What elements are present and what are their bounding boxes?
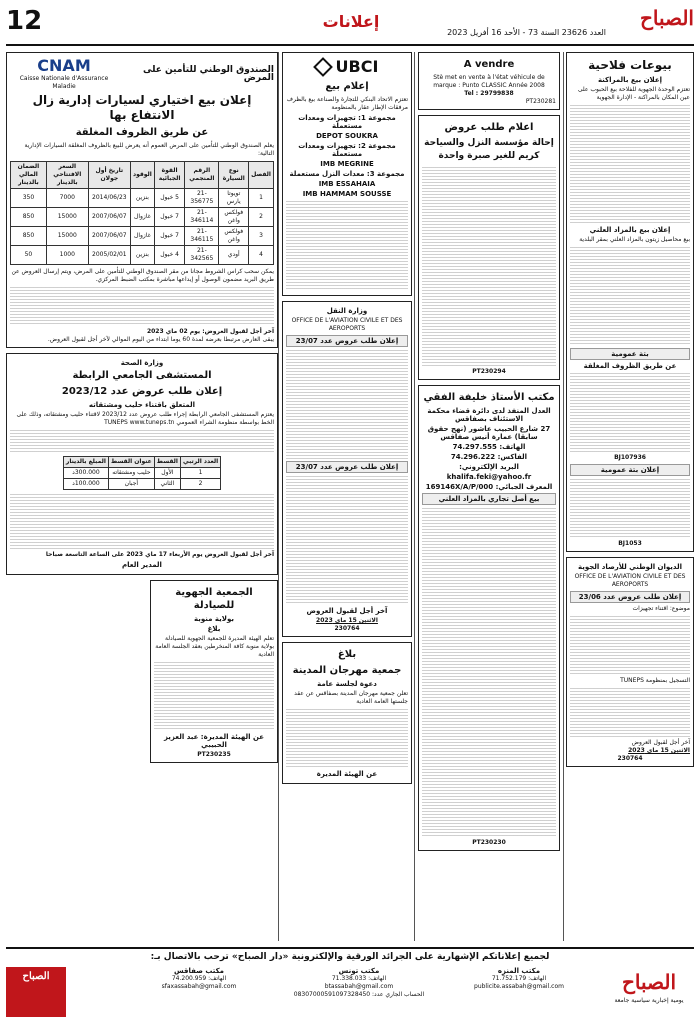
ubci-ad [282,52,412,296]
footer-contact-block [124,967,274,1017]
hospital-deadline: آخر أجل لقبول العروض يوم الأربعاء 17 ماي 2023 على الساعة التاسعة صباحا [45,551,274,558]
contact-phone: الهاتف: 71.338.033 [331,975,387,982]
table-cell: 2 [180,479,220,490]
ubci-code: IMB MEGRINE [320,160,374,168]
text-block [286,708,408,768]
public-tender-title: إعلان بتة عمومية [570,464,690,476]
table-row [63,468,220,479]
table-cell: 850 [11,208,47,227]
public-tender-sub: عن طريق الظروف المغلقة [583,362,677,370]
pharma-sign: عن الهيئة المديرة: عبد العزيز الحبيبي [163,733,265,749]
bailiff-line: 27 شارع الحبيب عاشور (نهج حقوق سابقا) عمارة أنيس صفاقس [427,425,551,441]
column-divider [278,52,279,941]
table-header-cell: تاريخ أول جولان [88,162,130,189]
table-header-cell: السعر الافتتاحي بالدينار [46,162,88,189]
hospital-sign: المدير العام [122,561,162,569]
bailiff-email: khalifa.feki@yahoo.fr [446,473,532,481]
text-block [570,104,690,224]
header-rule [6,44,694,46]
agri-section [566,52,694,552]
lot-table-header [63,457,220,468]
footer-brand-tag: يومية إخبارية سياسية جامعة [614,997,684,1004]
contact-email[interactable]: publicite.assabah@gmail.com [474,983,564,990]
table-cell: 4 خيول [154,246,184,265]
bailiff-tax-id: المعرف الجبائي: 169146X/A/P/000 [425,483,553,491]
festival-subtitle: جمعية مهرجان المدينة [292,665,402,676]
cnam-brand-ar: الصندوق الوطني للتأمين على المرض [143,64,274,83]
table-cell: الثاني [154,479,180,490]
festival-ad [282,642,412,784]
aviation-notice: إعلان طلب عروض عدد 23/06 [570,591,690,603]
table-row [11,189,274,208]
agri-heading: بيوعات فلاحية [588,58,672,72]
vehicle-table [10,161,274,265]
table-cell: 1000 [46,246,88,265]
agri-item-text: بيع محاصيل زيتون بالمزاد العلني بمقر البلدية [579,236,690,243]
bailiff-phone: الهاتف: 74.297.555 [452,443,526,451]
table-header-cell: المبلغ بالدينار [63,457,108,468]
issue-line: العدد 23626 السنة 73 - الأحد 16 أفريل 2023 [447,28,606,37]
public-tender-title: بتة عمومية [570,348,690,360]
table-cell: أودي [219,246,249,265]
transport-ad [282,301,412,637]
cnam-intro: يعلم الصندوق الوطني للتأمين على المرض العموم أنه يعرض للبيع بالظروف المغلقة السيارات الإدارية التالية: [24,142,274,157]
hospital-ad [6,353,278,575]
table-cell: بنزين [130,189,154,208]
text-block [286,475,408,605]
table-cell: 100.000د [63,479,108,490]
contact-phone: الهاتف: 74.200.959 [171,975,227,982]
bailiff-fax: الفاكس: 74.296.222 [450,453,528,461]
table-cell: 1 [249,189,274,208]
festival-text: تعلن جمعية مهرجان المدينة بصفاقس عن عقد جلستها العامة العادية [294,690,408,705]
footer-brand-secondary: الصباح [6,967,66,1017]
aviation-line: التسجيل بمنظومة TUNEPS [620,677,690,684]
text-block [570,372,690,452]
avendre-text: Stè met en vente à l'état véhicule de marque : Punto CLASSIC Année 2008 [433,74,545,89]
footer-brand-name: الصباح [621,970,677,994]
aviation-line: موضوع: اقتناء تجهيزات [632,605,690,612]
bailiff-notice: بيع أصل تجاري بالمزاد العلني [422,493,556,505]
ref-code: PT230235 [197,751,231,758]
pharma-ad [150,580,278,763]
contact-email[interactable]: sfaxassabah@gmail.com [161,983,237,990]
column-divider [414,52,415,941]
table-row [11,208,274,227]
page-footer [6,947,694,1019]
masthead-logo: الصباح [639,6,694,30]
pharma-text: تعلم الهيئة المديرة للجمعية الجهوية للصيادلة بولاية منوبة كافة المنخرطين بعقد الجلسة العامة العادية [155,635,274,658]
pharma-notice: بلاغ [207,625,221,633]
cnam-brand-fr: Caisse Nationale d'Assurance Maladie [19,75,109,90]
section-title: إعلانات [322,12,380,31]
table-cell: فولكس واغن [219,208,249,227]
text-block [10,493,274,549]
cnam-closing: يبقى العارض مرتبطا بعرضه لمدة 60 يوما ابتداء من اليوم الموالي لآخر أجل لقبول العروض. [47,336,274,343]
table-cell: 21-342565 [185,246,219,265]
ubci-text: تعتزم الاتحاد البنكي للتجارة والصناعة بيع بالظرف مرفقات الإطار عقار بالمنظومة [286,96,408,111]
table-row [11,227,274,246]
ubci-group: مجموعة 2: تجهيزات ومعدات مستعملة [298,142,396,158]
ubci-code: DEPOT SOUKRA [316,132,378,140]
contact-email[interactable]: btassabah@gmail.com [324,983,394,990]
table-cell: 1 [180,468,220,479]
table-cell: 2 [249,208,274,227]
avendre-phone: Tel : 29799838 [464,90,514,97]
text-block [286,349,408,459]
footer-brand [604,967,694,1017]
cnam-logo-text: CNAM [37,56,91,75]
page-number: 12 [6,6,43,36]
offer-subtitle: إحالة مؤسسة النزل والسياحة كريم للغير صبرة واحدة [424,138,554,161]
table-cell: 3 [249,227,274,246]
hospital-body: يعتزم المستشفى الجامعي الرابطة إجراء طلب عروض عدد 2023/12 لاقتناء حليب ومشتقاته، وذلك على الخط بواسطة منظومة الشراء العمومي TUNEPS www.tuneps.tn [16,411,274,426]
bailiff-ad [418,385,560,851]
table-cell: 5 خيول [154,189,184,208]
table-cell: أجبان [108,479,154,490]
column-divider [563,52,564,941]
aviation-ad [566,557,694,767]
cnam-subtitle: عن طريق الظروف المغلقة [75,127,209,138]
transport-deadline: الاثنين 15 ماي 2023 [316,617,378,624]
transport-sub: OFFICE DE L'AVIATION CIVILE ET DES AEROPORTS [291,317,403,332]
ubci-group: مجموعة 3: معدات النزل مستعملة [289,170,405,178]
table-header-cell: الرقم المنجمي [185,162,219,189]
table-cell: 2014/06/23 [88,189,130,208]
table-cell: تويوتا يارس [219,189,249,208]
offer-title: اعلام طلب عروض [444,122,534,133]
table-cell: 4 [249,246,274,265]
page-header [6,6,694,46]
ubci-logo-text: UBCI [335,57,379,76]
transport-notice: إعلان طلب عروض عدد 23/07 [286,461,408,473]
bailiff-title: مكتب الأستاذ خليفة الفقي [423,392,555,403]
contact-title: مكتب تونس [338,967,380,975]
table-cell: 7 خيول [154,208,184,227]
hospital-subject: المتعلق باقتناء حليب ومشتقاته [88,401,196,409]
table-cell: الأول [154,468,180,479]
table-header-cell: الفصل [249,162,274,189]
table-header-cell: الضمان المالي بالدينار [11,162,47,189]
ubci-code: IMB HAMMAM SOUSSE [302,190,392,198]
festival-sign: عن الهيئة المديرة [316,770,378,778]
table-row [63,479,220,490]
table-cell: 350 [11,189,47,208]
table-cell: بنزين [130,246,154,265]
table-cell: فولكس واغن [219,227,249,246]
table-cell: 7000 [46,189,88,208]
text-block [570,615,690,675]
text-block [154,661,274,731]
bank-line: الحساب الجاري عدد: 08307000591097328450 [293,991,425,998]
agri-item-title: إعلان بيع بالمراكنة [597,76,663,84]
table-header-cell: العدد الرتبي [180,457,220,468]
table-cell: 50 [11,246,47,265]
lot-table [63,456,221,490]
table-header-cell: القوة الجبائية [154,162,184,189]
transport-notice: إعلان طلب عروض عدد 23/07 [286,335,408,347]
cnam-brand [118,66,274,82]
table-header-cell: نوع السيارة [219,162,249,189]
table-cell: غازوال [130,208,154,227]
ubci-group: مجموعة 1: تجهيزات ومعدات مستعملة [298,114,396,130]
text-block [570,478,690,538]
ref-code: BJ107936 [614,454,646,461]
table-cell: 15000 [46,227,88,246]
ref-code: PT230294 [472,368,506,375]
table-cell: 21-346115 [185,227,219,246]
text-block [422,166,556,366]
cnam-header [10,56,274,91]
festival-sub2: دعوة لجلسة عامة [317,680,377,688]
column-tenders [282,52,412,941]
agri-item-title: إعلان بيع بالمزاد العلني [589,226,671,234]
table-cell: 2005/02/01 [88,246,130,265]
ref-code: PT230281 [525,98,556,105]
aviation-deadline: الاثنين 15 ماي 2023 [628,747,690,754]
table-cell: 300.000د [63,468,108,479]
table-header-cell: الوقود [130,162,154,189]
hospital-notice: إعلان طلب عروض عدد 2023/12 [61,386,223,397]
bailiff-email-label: البريد الإلكتروني: [459,463,519,471]
avendre-title: A vendre [463,59,515,70]
ubci-logo-icon [313,57,333,77]
cnam-ad [6,52,278,348]
table-cell: 15000 [46,208,88,227]
table-cell: غازوال [130,227,154,246]
text-block [286,200,408,290]
ref-code: PT230230 [472,839,506,846]
pharma-title: الجمعية الجهوية للصيادلة [175,587,253,611]
column-agri [566,52,694,941]
bailiff-line: العدل المنفذ لدى دائرة قضاء محكمة الاستئناف بصفاقس [427,407,551,423]
table-cell: 2007/06/07 [88,208,130,227]
footer-contact-block [444,967,594,1017]
hospital-title: المستشفى الجامعي الرابطة [72,370,212,381]
text-block [10,429,274,453]
contact-title: مكتب المنزه [497,967,541,975]
aviation-sub: OFFICE DE L'AVIATION CIVILE ET DES AEROPORTS [574,573,686,588]
table-cell: 7 خيول [154,227,184,246]
agri-item-text: تعتزم الوحدة الجهوية للفلاحة بيع الحبوب على عين المكان بالمراكنة - الإدارة الجهوية [577,86,690,101]
text-block [10,286,274,326]
ubci-title: إعلام بيع [325,81,369,92]
hospital-ministry: وزارة الصحة [120,359,164,367]
offer-ad [418,115,560,380]
ref-code: BJ1053 [618,540,642,547]
table-cell: حليب ومشتقاته [108,468,154,479]
contact-phone: الهاتف: 71.752.179 [491,975,547,982]
text-block [570,687,690,737]
aviation-title: الديوان الوطني للأرصاد الجوية [577,563,682,571]
ref-code: 230764 [334,625,360,632]
table-cell: 21-346114 [185,208,219,227]
cnam-logo [10,56,118,91]
table-row [11,246,274,265]
avendre-ad [418,52,560,110]
footer-slogan: لجميع إعلاناتكم الإشهارية على الجرائد الورقية والإلكترونية «دار الصباح» ترحب بالاتصال بـ: [150,952,550,962]
aviation-line: آخر أجل لقبول العروض [631,739,690,746]
festival-title: بلاغ [337,649,357,660]
column-misc [418,52,560,941]
ubci-code: IMB ESSAHAIA [318,180,376,188]
ref-code: 230764 [617,755,643,762]
text-block [570,246,690,346]
ubci-logo [286,56,408,78]
footer-contact-block [284,967,434,1017]
transport-ministry: وزارة النقل [326,307,368,315]
cnam-deadline: آخر أجل لقبول العروض: يوم 02 ماي 2023 [146,328,274,335]
pharma-sub: بولاية منوبة [194,615,234,623]
column-main [6,52,278,941]
transport-deadline-label: آخر أجل لقبول العروض [306,607,388,615]
table-header-cell: القسط [154,457,180,468]
text-block [422,507,556,837]
table-header-cell: عنوان القسط [108,457,154,468]
table-cell: 2007/06/07 [88,227,130,246]
contact-title: مكتب صفاقس [173,967,225,975]
cnam-body: يمكن سحب كراس الشروط مجانا من مقر الصندوق الوطني للتأمين على المرض، ويتم إرسال العروض عن طريق البريد مضمون الوصول أو إيداعها مباشرة بمكتب الضبط المركزي. [11,268,274,283]
table-cell: 21-356775 [185,189,219,208]
table-cell: 850 [11,227,47,246]
vehicle-table-header [11,162,274,189]
cnam-title: إعلان بيع اختياري لسيارات إدارية زال الانتفاع بها [32,93,252,122]
